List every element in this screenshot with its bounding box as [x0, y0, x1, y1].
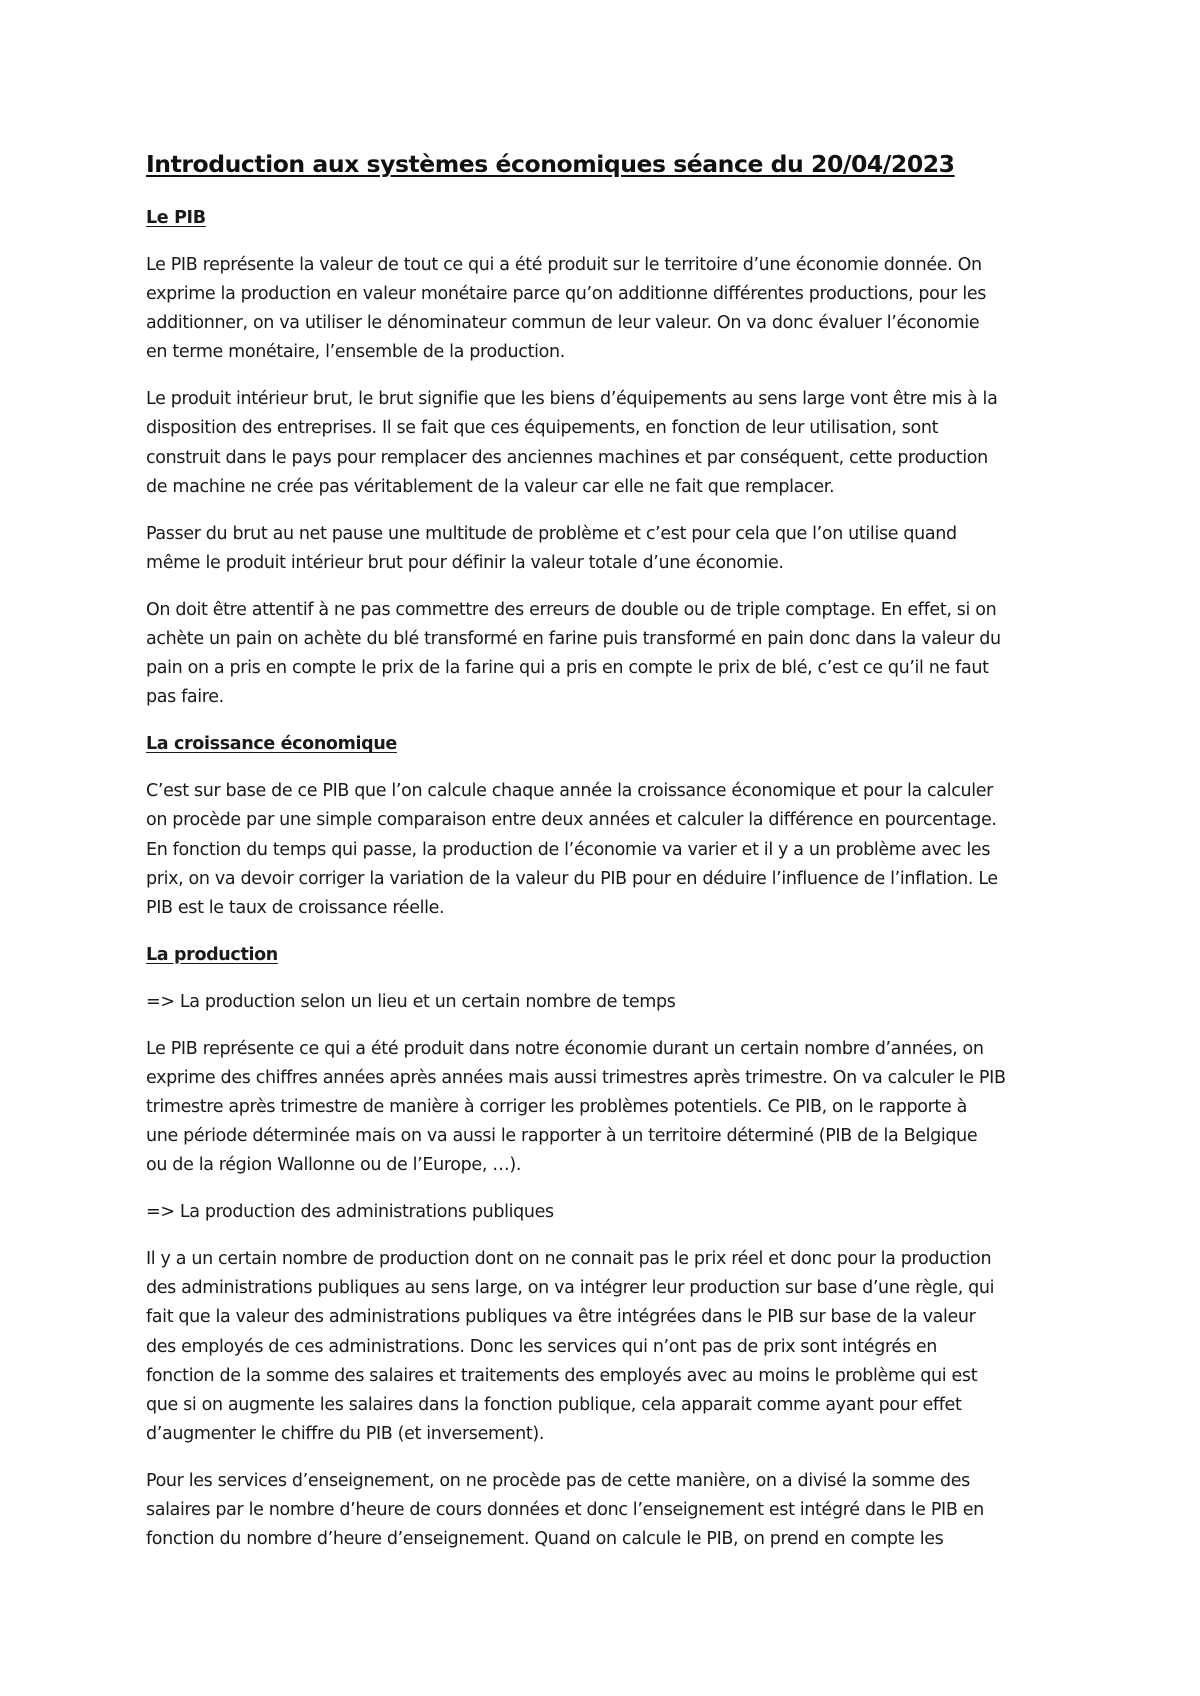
paragraph-line: une période déterminée mais on va aussi le rapporter à un territoire déterminé (PIB de la Belgique: [146, 1126, 978, 1147]
paragraph-line: pain on a pris en compte le prix de la farine qui a pris en compte le prix de blé, c’est ce qu’il ne faut: [146, 658, 989, 679]
paragraph: [146, 251, 1066, 367]
paragraph-line: prix, on va devoir corriger la variation de la valeur du PIB pour en déduire l’influence de l’inflation. Le: [146, 868, 998, 889]
paragraph-line: salaires par le nombre d’heure de cours données et donc l’enseignement est intégré dans le PIB en: [146, 1500, 984, 1520]
paragraph-line: Pour les services d’enseignement, on ne procède pas de cette manière, on a divisé la somme des: [146, 1470, 970, 1491]
paragraph-line: Le produit intérieur brut, le brut signifie que les biens d’équipements au sens large vont être mis à la: [146, 389, 998, 410]
paragraph-line: même le produit intérieur brut pour définir la valeur totale d’une économie.: [146, 552, 784, 573]
paragraph-line: Passer du brut au net pause une multitude de problème et c’est pour cela que l’on utilise quand: [146, 523, 957, 544]
paragraph-line: disposition des entreprises. Il se fait que ces équipements, en fonction de leur utilisation, sont: [146, 418, 939, 439]
paragraph-line: que si on augmente les salaires dans la fonction publique, cela apparait comme ayant pour effet: [146, 1394, 962, 1415]
paragraph: [146, 1467, 1066, 1554]
paragraph: [146, 777, 1066, 922]
paragraph-line: Le PIB représente ce qui a été produit dans notre économie durant un certain nombre d’années, on: [146, 1038, 984, 1059]
paragraph-line: pas faire.: [146, 687, 224, 708]
section-heading: Le PIB: [146, 208, 206, 228]
paragraph-line: ou de la région Wallonne ou de l’Europe, …).: [146, 1155, 522, 1176]
paragraph-line: fonction de la somme des salaires et traitements des employés avec au moins le problème qui est: [146, 1365, 978, 1386]
paragraph-line: trimestre après trimestre de manière à corriger les problèmes potentiels. Ce PIB, on le rapporte à: [146, 1096, 967, 1117]
paragraph-line: additionner, on va utiliser le dénominateur commun de leur valeur. On va donc évaluer l’économie: [146, 313, 980, 334]
paragraph-line: PIB est le taux de croissance réelle.: [146, 897, 445, 918]
paragraph-line: de machine ne crée pas véritablement de la valeur car elle ne fait que remplacer.: [146, 476, 835, 497]
paragraph-line: achète un pain on achète du blé transformé en farine puis transformé en pain donc dans la valeur du: [146, 629, 1001, 650]
paragraph-line: construit dans le pays pour remplacer des anciennes machines et par conséquent, cette production: [146, 447, 988, 468]
paragraph-line: en terme monétaire, l’ensemble de la production.: [146, 342, 565, 363]
paragraph-line: En fonction du temps qui passe, la production de l’économie va varier et il y a un problème avec les: [146, 839, 991, 860]
paragraph-line: Le PIB représente la valeur de tout ce qui a été produit sur le territoire d’une économie donnée. On: [146, 255, 982, 275]
paragraph: [146, 520, 1066, 578]
paragraph-line: exprime des chiffres années après années mais aussi trimestres après trimestre. On va calculer le PIB: [146, 1067, 1006, 1088]
paragraph-line: des administrations publiques au sens large, on va intégrer leur production sur base d’une règle, qui: [146, 1278, 995, 1299]
paragraph: [146, 385, 1066, 501]
paragraph-line: C’est sur base de ce PIB que l’on calcule chaque année la croissance économique et pour la calculer: [146, 781, 993, 802]
paragraph-line: exprime la production en valeur monétaire parce qu’on additionne différentes productions, pour les: [146, 284, 987, 305]
document-page: [146, 0, 1066, 1696]
arrow-item: => La production des administrations publiques: [146, 1202, 554, 1223]
paragraph: [146, 1035, 1066, 1180]
paragraph-line: on procède par une simple comparaison entre deux années et calculer la différence en pourcentage.: [146, 810, 997, 831]
paragraph-line: On doit être attentif à ne pas commettre des erreurs de double ou de triple comptage. En effet, si on: [146, 599, 997, 620]
paragraph: [146, 1245, 1066, 1449]
arrow-item: => La production selon un lieu et un certain nombre de temps: [146, 991, 676, 1012]
page-title: Introduction aux systèmes économiques séance du 20/04/2023: [146, 150, 955, 178]
paragraph-line: Il y a un certain nombre de production dont on ne connait pas le prix réel et donc pour la production: [146, 1249, 992, 1270]
paragraph-line: fait que la valeur des administrations publiques va être intégrées dans le PIB sur base de la valeur: [146, 1307, 976, 1328]
paragraph-line: des employés de ces administrations. Donc les services qui n’ont pas de prix sont intégrés en: [146, 1336, 937, 1357]
paragraph-line: d’augmenter le chiffre du PIB (et inversement).: [146, 1423, 545, 1444]
section-heading: La production: [146, 944, 278, 965]
paragraph: [146, 596, 1066, 712]
document-body: [146, 204, 1066, 1572]
paragraph-line: fonction du nombre d’heure d’enseignement. Quand on calcule le PIB, on prend en compte les: [146, 1529, 944, 1550]
section-heading: La croissance économique: [146, 734, 397, 755]
